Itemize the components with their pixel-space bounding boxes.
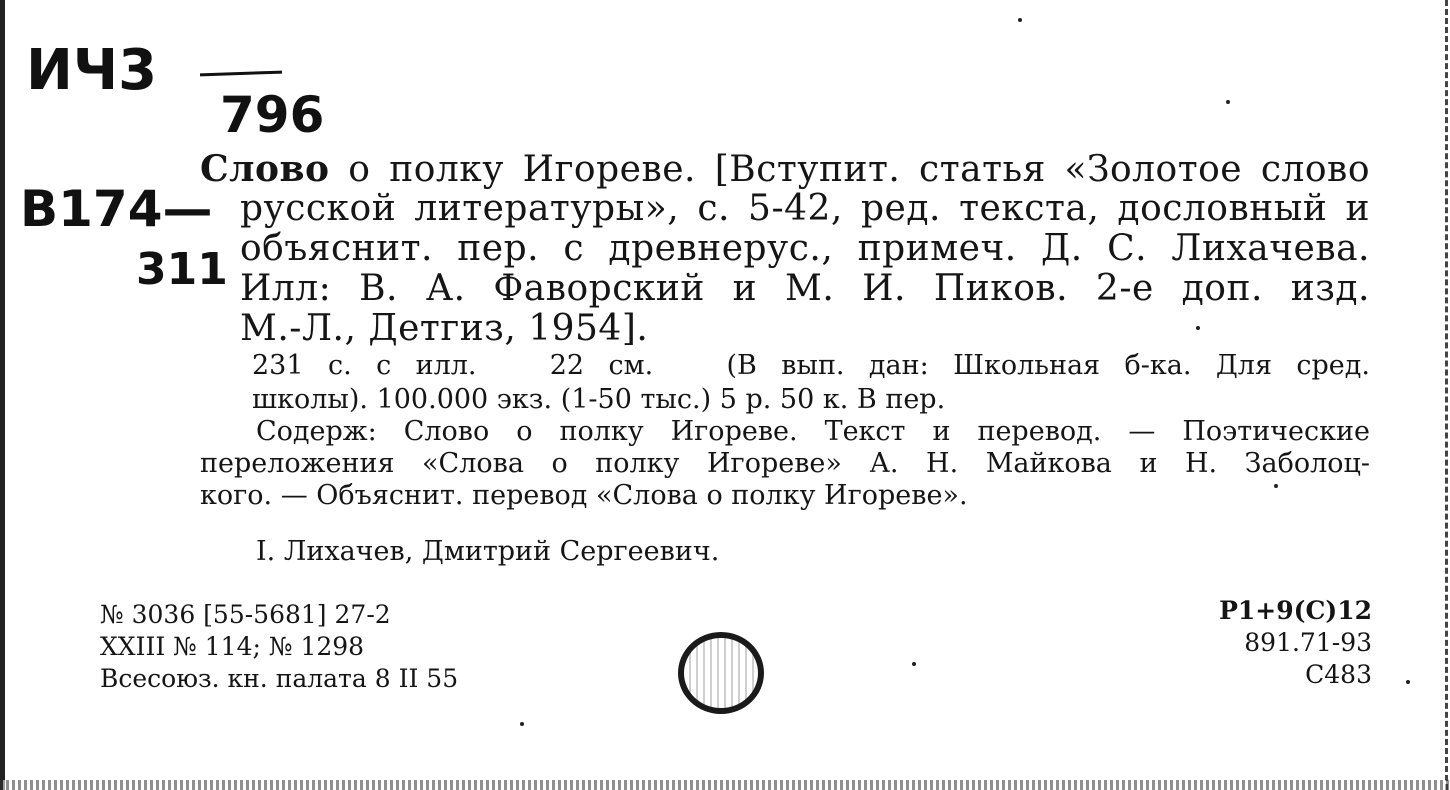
entry-line-4: Илл: В. А. Фаворский и М. И. Пиков. 2-е доп. изд.: [240, 268, 1370, 309]
card-left-edge: [0, 0, 13, 790]
classification-line-2: 891.71-93: [1244, 628, 1372, 657]
speck: [1226, 100, 1230, 104]
contents-line-3: кого. — Объяснит. перевод «Слова о полку Игореве».: [200, 480, 968, 511]
registry-line-1: № 3036 [55-5681] 27-2: [100, 600, 391, 629]
entry-title-rest: о полку Игореве. [Вступит. статья «Золотое слово: [329, 149, 1370, 190]
speck: [1018, 18, 1022, 22]
speck: [1406, 680, 1410, 684]
speck: [912, 662, 916, 666]
card-punch-hole: [678, 632, 764, 714]
physical-line-1: 231 с. с илл. 22 см. (В вып. дан: Школьная б-ка. Для сред.: [252, 350, 1370, 381]
handwritten-fraction-line: [200, 71, 282, 77]
entry-title-line: [200, 148, 1370, 190]
handwritten-shelf-number: В174—: [20, 180, 213, 238]
classification-line-1: Р1+9(С)12: [1219, 596, 1372, 625]
handwritten-call-number: ИЧ3: [26, 38, 158, 103]
entry-line-5: М.-Л., Детгиз, 1954].: [240, 308, 649, 349]
speck: [520, 722, 524, 726]
physical-line-2: школы). 100.000 экз. (1-50 тыс.) 5 р. 50 к. В пер.: [252, 384, 946, 415]
handwritten-call-number-sub: 796: [220, 86, 325, 144]
handwritten-shelf-number-sub: 311: [136, 244, 228, 295]
speck: [1196, 326, 1200, 330]
entry-title-bold: Слово: [200, 148, 330, 190]
entry-line-3: объяснит. пер. с древнерус., примеч. Д. С. Лихачева.: [240, 228, 1370, 269]
card-right-edge: [1445, 0, 1448, 790]
speck: [1274, 484, 1278, 488]
added-entry: I. Лихачев, Дмитрий Сергеевич.: [256, 536, 720, 567]
card-bottom-edge: [0, 780, 1450, 790]
registry-line-2: XXIII № 114; № 1298: [100, 632, 365, 661]
contents-line-1: Содерж: Слово о полку Игореве. Текст и перевод. — Поэтические: [256, 416, 1370, 447]
classification-line-3: С483: [1305, 660, 1372, 689]
entry-line-2: русской литературы», с. 5-42, ред. текста, дословный и: [240, 188, 1370, 229]
contents-line-2: переложения «Слова о полку Игореве» А. Н. Майкова и Н. Заболоц-: [200, 448, 1370, 479]
registry-line-3: Всесоюз. кн. палата 8 II 55: [100, 664, 459, 693]
